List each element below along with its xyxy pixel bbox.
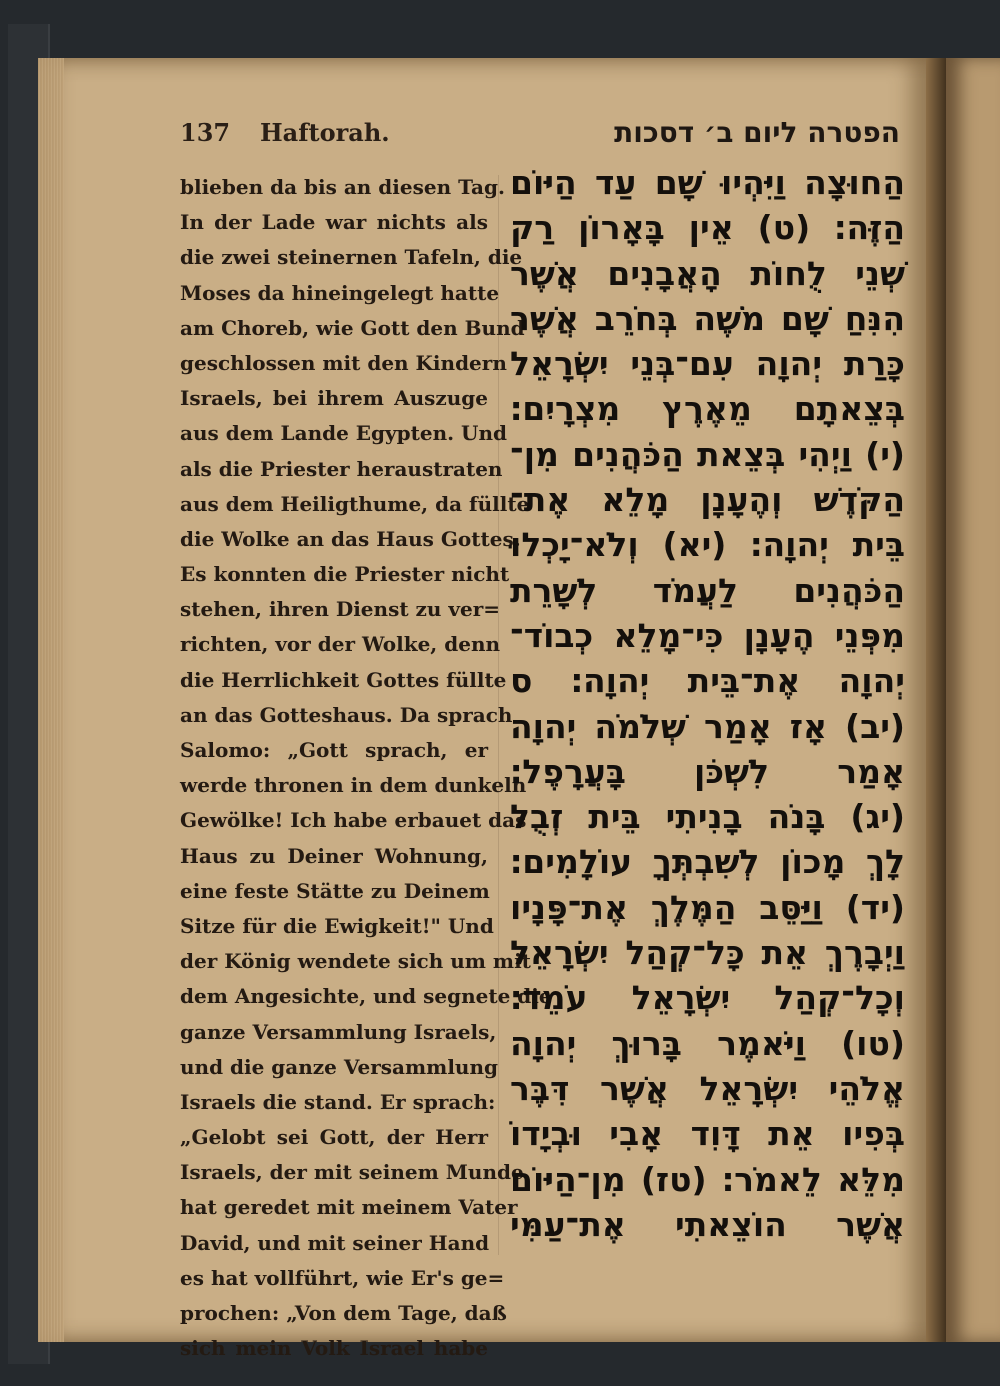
german-text-line: hat geredet mit meinem Vater (180, 1195, 518, 1220)
book-gutter (926, 58, 948, 1342)
hebrew-text-line: אָמַר לִשְׁכֹּן בָּעֲרָפֶל׃ (510, 751, 905, 791)
german-text-line: In der Lade war nichts als (180, 210, 488, 235)
german-text-line: dem Angesichte, und segnete die (180, 984, 552, 1009)
hebrew-text-line: בְּפִיו אֵת דָּוִד אָבִי וּבְיָדוֹ (510, 1114, 905, 1154)
german-text-line: Israels, der mit seinem Munde (180, 1160, 524, 1185)
hebrew-text-line: מִפְּנֵי הֶעָנָן כִּי־מָלֵא כְבוֹד־ (510, 615, 905, 655)
german-text-line: Sitze für die Ewigkeit!" Und (180, 913, 494, 938)
hebrew-text-line: (יב) אָז אָמַר שְׁלֹמֹה יְהוָה (510, 706, 905, 746)
german-text-line: ganze Versammlung Israels, (180, 1019, 497, 1044)
german-text-line: Israels die stand. Er sprach: (180, 1089, 496, 1114)
hebrew-text-line: (טו) וַיֹּאמֶר בָּרוּךְ יְהוָה (510, 1023, 905, 1063)
hebrew-text-line: אֲשֶׁר הוֹצֵאתִי אֶת־עַמִּי (510, 1204, 905, 1244)
german-text-line: „Gelobt sei Gott, der Herr (180, 1125, 488, 1150)
hebrew-text-line: יְהוָה אֶת־בֵּית יְהוָה׃ ס (510, 661, 905, 701)
hebrew-text-line: (יג) בָּנֹה בָנִיתִי בֵּית זְבֻל (510, 797, 905, 837)
german-text-line: die Wolke an das Haus Gottes. (180, 526, 521, 551)
hebrew-text-line: לָךְ מָכוֹן לְשִׁבְתְּךָ עוֹלָמִים׃ (510, 842, 905, 882)
hebrew-running-head: הפטרה ליום ב׳ דסכות (614, 116, 900, 149)
page-stack-edge (38, 58, 64, 1342)
german-text-line: Es konnten die Priester nicht (180, 562, 510, 587)
german-text-line: aus dem Heiligthume, da füllte (180, 491, 530, 516)
hebrew-text-line: (י) וַיְהִי בְּצֵאת הַכֹּהֲנִים מִן־ (510, 434, 905, 474)
hebrew-text-line: וַיְבָרֶךְ אֵת כָּל־קְהַל יִשְׂרָאֵל (510, 933, 905, 973)
hebrew-text-line: הַכֹּהֲנִים לַעֲמֹד לְשָׁרֵת (510, 570, 905, 610)
german-text-line: und die ganze Versammlung (180, 1054, 498, 1079)
german-text-line: Moses da hineingelegt hatte (180, 280, 500, 305)
hebrew-text-line: כָּרַת יְהוָה עִם־בְּנֵי יִשְׂרָאֵל (510, 344, 905, 384)
hebrew-text-line: הַקֹּדֶשׁ וְהֶעָנָן מָלֵא אֶת־ (510, 480, 905, 520)
german-text-line: als die Priester heraustraten (180, 456, 503, 481)
german-text-line: werde thronen in dem dunkeln (180, 773, 527, 798)
facing-page-edge (946, 58, 1000, 1342)
german-text-line: prochen: „Von dem Tage, daß (180, 1301, 507, 1325)
german-text-line: am Choreb, wie Gott den Bund (180, 315, 525, 340)
german-text-line: sich mein Volk Israel habe (180, 1336, 488, 1361)
german-text-line: die Herrlichkeit Gottes füllte (180, 667, 507, 692)
german-text-line: richten, vor der Wolke, denn (180, 632, 501, 657)
german-text-line: geschlossen mit den Kindern (180, 350, 507, 375)
german-text-line: Israels, bei ihrem Auszuge (180, 386, 488, 411)
page-number: 137 (180, 118, 231, 147)
hebrew-text-column (510, 160, 905, 1247)
hebrew-text-line: הִנִּחַ שָׁם מֹשֶׁה בְּחֹרֵב אֲשֶׁר (510, 298, 905, 338)
hebrew-text-line: (יד) וַיַּסֵּב הַמֶּלֶךְ אֶת־פָּנָיו (510, 887, 905, 927)
german-text-line: der König wendete sich um mit (180, 949, 531, 974)
german-text-line: Haus zu Deiner Wohnung, (180, 843, 488, 868)
running-head: Haftorah. (260, 118, 390, 147)
german-translation-column (180, 170, 552, 1366)
hebrew-text-line: אֱלֹהֵי יִשְׂרָאֵל אֲשֶׁר דִּבֶּר (510, 1068, 905, 1108)
german-text-line: eine feste Stätte zu Deinem (180, 878, 490, 903)
hebrew-text-line: בֵּית יְהוָה׃ (יא) וְלֹא־יָכְלוּ (510, 525, 905, 565)
german-text-line: aus dem Lande Egypten. Und (180, 421, 508, 446)
hebrew-text-line: הַזֶּה׃ (ט) אֵין בָּאָרוֹן רַק (510, 208, 905, 248)
page-header (180, 118, 900, 158)
german-text-line: David, und mit seiner Hand (180, 1230, 490, 1255)
german-text-line: stehen, ihren Dienst zu ver= (180, 597, 501, 622)
column-divider (498, 175, 499, 1255)
german-text-line: es hat vollführt, wie Er's ge= (180, 1265, 505, 1290)
hebrew-text-line: בְּצֵאתָם מֵאֶרֶץ מִצְרָיִם׃ (510, 389, 905, 429)
hebrew-text-line: הַחוּצָה וַיִּהְיוּ שָׁם עַד הַיּוֹם (510, 163, 905, 202)
german-text-line: Salomo: „Gott sprach, er (180, 738, 488, 762)
german-text-line: blieben da bis an diesen Tag. (180, 175, 505, 199)
german-text-line: an das Gotteshaus. Da sprach (180, 702, 513, 727)
german-text-line: die zwei steinernen Tafeln, die (180, 245, 523, 270)
hebrew-text-line: מִלֵּא לֵאמֹר׃ (טז) מִן־הַיּוֹם (510, 1159, 905, 1199)
german-text-line: Gewölke! Ich habe erbauet das (180, 808, 527, 833)
hebrew-text-line: שְׁנֵי לֻחוֹת הָאֲבָנִים אֲשֶׁר (510, 253, 905, 293)
hebrew-text-line: וְכָל־קְהַל יִשְׂרָאֵל עֹמֵד׃ (510, 978, 905, 1018)
